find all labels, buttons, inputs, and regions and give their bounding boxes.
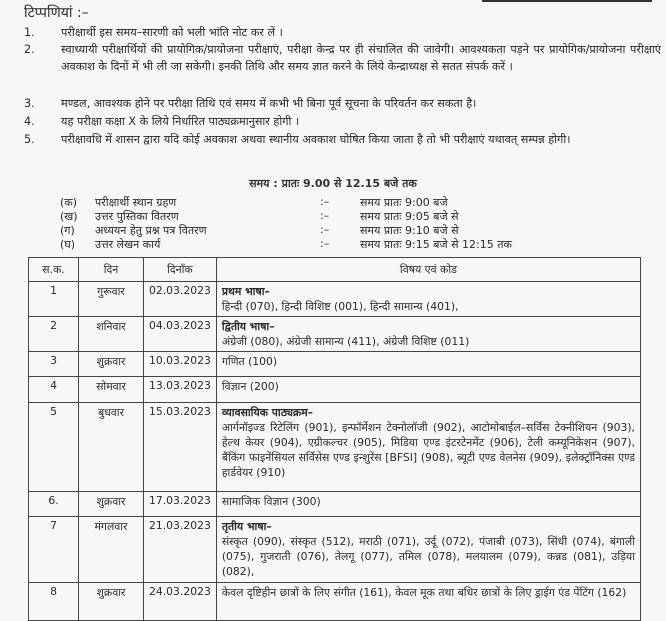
- table-row: [29, 352, 641, 377]
- table-row: [29, 517, 641, 583]
- cell-day: शुक्रवार: [79, 352, 144, 377]
- note-text: परीक्षावधि में शासन द्वारा यदि कोई अवकाश अथवा स्थानीय अवकाश घोषित किया जाता है तो भी परीक्षाएं यथावत् सम्पन्न होगी।: [61, 133, 571, 146]
- note-text: परीक्षार्थी इस समय–सारणी को भली भांति नोट कर लें ।: [61, 26, 283, 39]
- cell-serial: 7: [29, 517, 79, 583]
- cell-day: मंगलवार: [79, 517, 144, 583]
- schedule-separator: :–: [320, 237, 330, 250]
- schedule-time: समय प्रातः 9:00 बजे: [360, 196, 448, 209]
- schedule-item: उत्तर लेखन कार्य: [95, 238, 161, 251]
- cell-subjects: [216, 317, 640, 352]
- header-day: दिन: [79, 258, 144, 282]
- schedule-time: समय प्रातः 9:10 बजे से: [360, 224, 459, 237]
- table-row: [29, 403, 641, 492]
- table-row: [29, 377, 641, 403]
- note-text: स्वाध्यायी परीक्षार्थियों की प्रायोगिक/प्रायोजना परीक्षाएं, परीक्षा केन्द्र पर ही संचालित की जावेगी। आवश्यकता पड़ने पर प्रायोगिक/प्रायोजना परीक्षाएं अवकाश के दिनों में भी ली जा सकेगी। इनकी तिथि और समय ज्ञात करने के लिये केन्द्राध्यक्ष से सतत संपर्क करें ।: [61, 43, 661, 73]
- cell-serial: 2: [29, 317, 79, 352]
- cell-day: बुधवार: [79, 403, 144, 492]
- cell-serial: 3: [29, 352, 79, 377]
- cell-serial: 5: [29, 403, 79, 492]
- cell-date: 15.03.2023: [144, 403, 217, 492]
- cell-day: शुक्रवार: [79, 583, 144, 621]
- table-row: [29, 282, 641, 317]
- table-row: [29, 492, 641, 517]
- schedule-label: (ग): [60, 224, 75, 237]
- cell-subjects: विज्ञान (200): [216, 377, 640, 403]
- cell-date: 13.03.2023: [144, 377, 217, 403]
- cell-day: शनिवार: [79, 317, 144, 352]
- exam-timetable: [28, 257, 641, 621]
- cell-day: सोमवार: [79, 377, 144, 403]
- cell-serial: 8: [29, 583, 79, 621]
- subject-list: अंग्रेजी (080), अंग्रेजी सामान्य (411), अंग्रेजी विशिष्ट (011): [221, 335, 470, 348]
- cell-subjects: केवल दृष्टिहीन छात्रों के लिए संगीत (161), केवल मूक तथा बधिर छात्रों के लिए ड्राईग एंड पेंटिंग (162): [216, 583, 640, 621]
- cell-day: गुरूवार: [79, 282, 144, 317]
- subject-group-title: प्रथम भाषा–: [221, 285, 270, 298]
- cell-date: 02.03.2023: [144, 282, 217, 317]
- cell-serial: 6.: [29, 492, 79, 517]
- exam-time-title: समय : प्रातः 9.00 से 12.15 बजे तक: [249, 177, 417, 190]
- note-number: 1.: [24, 26, 35, 39]
- schedule-separator: :–: [320, 223, 330, 236]
- cell-day: शुक्रवार: [79, 492, 144, 517]
- cell-subjects: [216, 282, 640, 317]
- schedule-item: परीक्षार्थी स्थान ग्रहण: [95, 196, 177, 209]
- cell-subjects: [216, 517, 640, 583]
- schedule-item: उत्तर पुस्तिका वितरण: [95, 210, 179, 223]
- schedule-label: (घ): [60, 238, 76, 251]
- notes-heading: टिप्पणियां :–: [24, 5, 89, 21]
- table-row: [29, 317, 641, 352]
- subject-group-title: द्वितीय भाषा–: [221, 320, 275, 333]
- subject-group-title: व्यावसायिक पाठ्यक्रम–: [221, 406, 314, 419]
- note-text: मण्डल, आवश्यक होने पर परीक्षा तिथि एवं समय में कभी भी बिना पूर्व सूचना के परिवर्तन कर सकता है।: [61, 97, 477, 110]
- cell-serial: 4: [29, 377, 79, 403]
- schedule-label: (ख): [60, 210, 78, 223]
- cell-serial: 1: [29, 282, 79, 317]
- cell-subjects: [216, 403, 640, 492]
- cell-date: 24.03.2023: [144, 583, 217, 621]
- note-number: 5.: [24, 133, 35, 146]
- header-date: दिनाँक: [144, 258, 217, 282]
- cell-date: 21.03.2023: [144, 517, 217, 583]
- table-row: [29, 583, 641, 621]
- table-header-row: [29, 258, 641, 282]
- subject-group-title: तृतीय भाषा–: [221, 520, 272, 533]
- header-serial: स.क.: [29, 258, 79, 282]
- header-subject: विषय एवं कोड: [216, 258, 640, 282]
- schedule-label: (क): [60, 196, 78, 209]
- cell-date: 17.03.2023: [144, 492, 217, 517]
- top-border-line: [482, 0, 652, 2]
- cell-subjects: सामाजिक विज्ञान (300): [216, 492, 640, 517]
- subject-list: हिन्दी (070), हिन्दी विशिष्ट (001), हिन्दी सामान्य (401),: [221, 300, 459, 313]
- note-number: 4.: [24, 115, 35, 128]
- schedule-time: समय प्रातः 9:05 बजे से: [360, 210, 459, 223]
- cell-subjects: गणित (100): [216, 352, 640, 377]
- cell-date: 10.03.2023: [144, 352, 217, 377]
- cell-date: 04.03.2023: [144, 317, 217, 352]
- note-number: 3.: [24, 97, 35, 110]
- note-number: 2.: [24, 43, 35, 56]
- subject-list: संस्कृत (090), संस्कृत (512), मराठी (071), उर्दू (072), पंजाबी (073), सिंधी (074), बंगाली (075), गुजराती (076), तेलगू (077), तमिल (078), मलयालम (079), कन्नड (081), उड़िया (082),: [221, 535, 635, 578]
- schedule-item: अध्ययन हेतु प्रश्न पत्र वितरण: [95, 224, 207, 237]
- schedule-separator: :–: [320, 195, 330, 208]
- schedule-separator: :–: [320, 209, 330, 222]
- note-text: यह परीक्षा कक्षा X के लिये निर्धारित पाठ्यक्रमानुसार होगी ।: [61, 115, 300, 128]
- schedule-time: समय प्रातः 9:15 बजे से 12:15 तक: [360, 238, 512, 251]
- subject-list: आर्गनॉइज्ड रिटेलिंग (901), इन्फॉर्मेशन टेक्नोलॉजी (902), आटोमोबाईल–सर्विस टेक्नीशियन (903), हेल्थ केयर (904), एग्रीकल्चर (905), मिडिया एण्ड इंटरटेनमेंट (906), टेली कम्यूनिकेशन (907), बैंकिंग फाइनेंसियल सर्विसेस एण्ड इन्शुरेंस [BFSI] (908), ब्यूटी एण्ड वेलनेस (909), इलेक्ट्रॉनिक्स एण्ड हार्डवेयर (910): [221, 421, 635, 479]
